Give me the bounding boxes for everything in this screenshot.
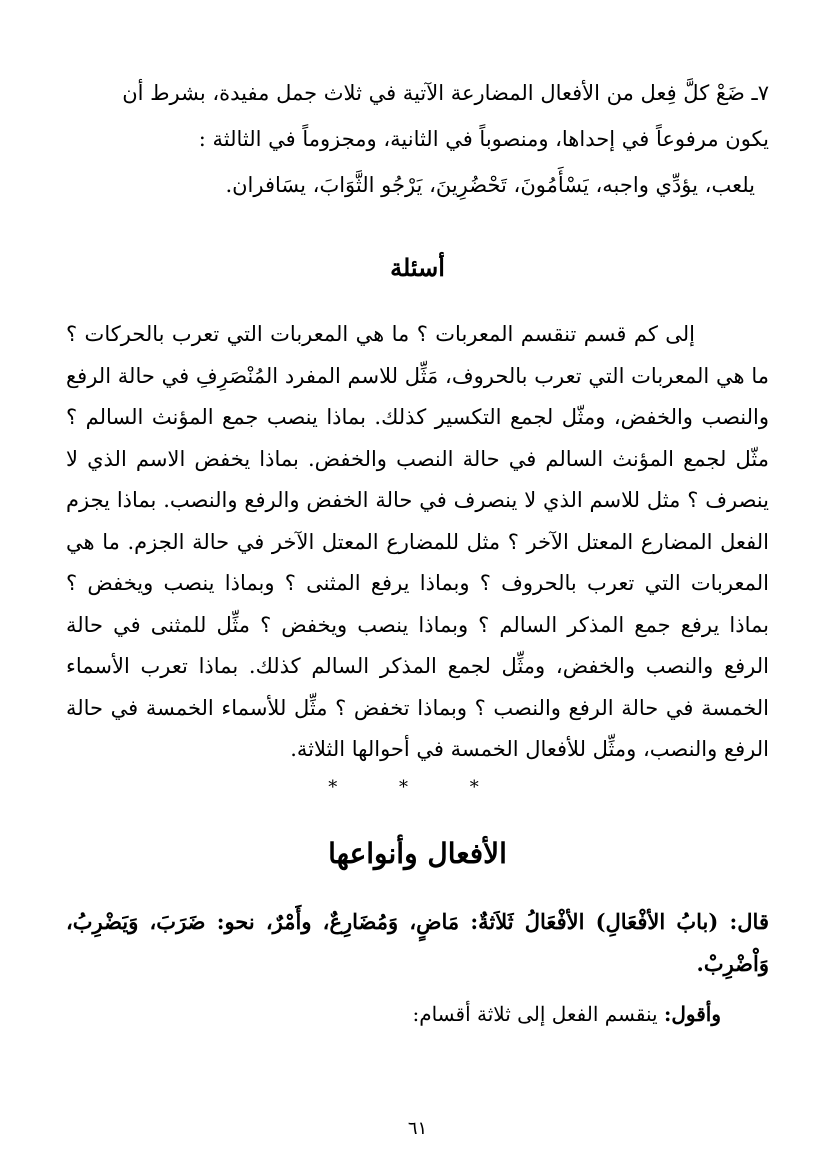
questions-paragraph: إلى كم قسم تنقسم المعربات ؟ ما هي المعربات التي تعرب بالحركات ؟ ما هي المعربات التي تعرب بالحروف، مَثِّل للاسم المفرد المُنْصَرِفِ في حالة الرفع والنصب والخفض، ومثّل لجمع التكسير كذلك. بماذا ينصب جمع المؤنث السالم ؟ مثّل لجمع المؤنث السالم في حالة النصب والخفض. بماذا يخفض الاسم الذي لا ينصرف ؟ مثل للاسم الذي لا ينصرف في حالة الخفض والرفع والنصب. بماذا يجزم الفعل المضارع المعتل الآخر ؟ مثل للمضارع المعتل الآخر في حالة الجزم. ما هي المعربات التي تعرب بالحروف ؟ وبماذا يرفع المثنى ؟ وبماذا ينصب ويخفض ؟ بماذا يرفع جمع المذكر السالم ؟ وبماذا ينصب ويخفض ؟ مثِّل للمثنى في حالة الرفع والنصب والخفض، ومثِّل لجمع المذكر السالم كذلك. بماذا تعرب الأسماء الخمسة في حالة الرفع والنصب ؟ وبماذا تخفض ؟ مثِّل للأسماء الخمسة في حالة الرفع والنصب، ومثِّل للأفعال الخمسة في أحوالها الثلاثة. <box>66 322 769 761</box>
exercise-line-2: يكون مرفوعاً في إحداها، ومنصوباً في الثانية، ومجزوماً في الثالثة : <box>198 127 769 151</box>
exercise-7 <box>66 70 769 208</box>
commentary <box>66 993 769 1035</box>
questions-heading: أسئلة <box>390 253 445 282</box>
quote-label: قال: <box>729 908 769 934</box>
page-number: ٦١ <box>407 1118 428 1139</box>
exercise-words: يلعب، يؤدِّي واجبه، يَسْأَمُونَ، تَحْضُرِينَ، يَرْجُو الثَّوَابَ، يسَافران. <box>225 173 755 197</box>
commentary-label: وأقول: <box>663 1001 721 1026</box>
exercise-line-1: ٧ـ ضَعْ كلَّ فِعل من الأفعال المضارعة الآتية في ثلاث جمل مفيدة، بشرط أن <box>122 81 769 105</box>
chapter-title: الأفعال وأنواعها <box>328 836 507 870</box>
section-separator: * * * <box>328 776 507 798</box>
quote-text: (بابُ الأفْعَالِ) الأفْعَالُ ثَلاَثةٌ: مَاضٍ، وَمُضَارِعٌ، وأَمْرٌ، نحو: ضَرَبَ، وَيَضْرِبُ، وَاْضْرِبْ. <box>66 908 769 976</box>
author-quote <box>66 901 769 985</box>
commentary-text: ينقسم الفعل إلى ثلاثة أقسام: <box>412 1001 658 1026</box>
